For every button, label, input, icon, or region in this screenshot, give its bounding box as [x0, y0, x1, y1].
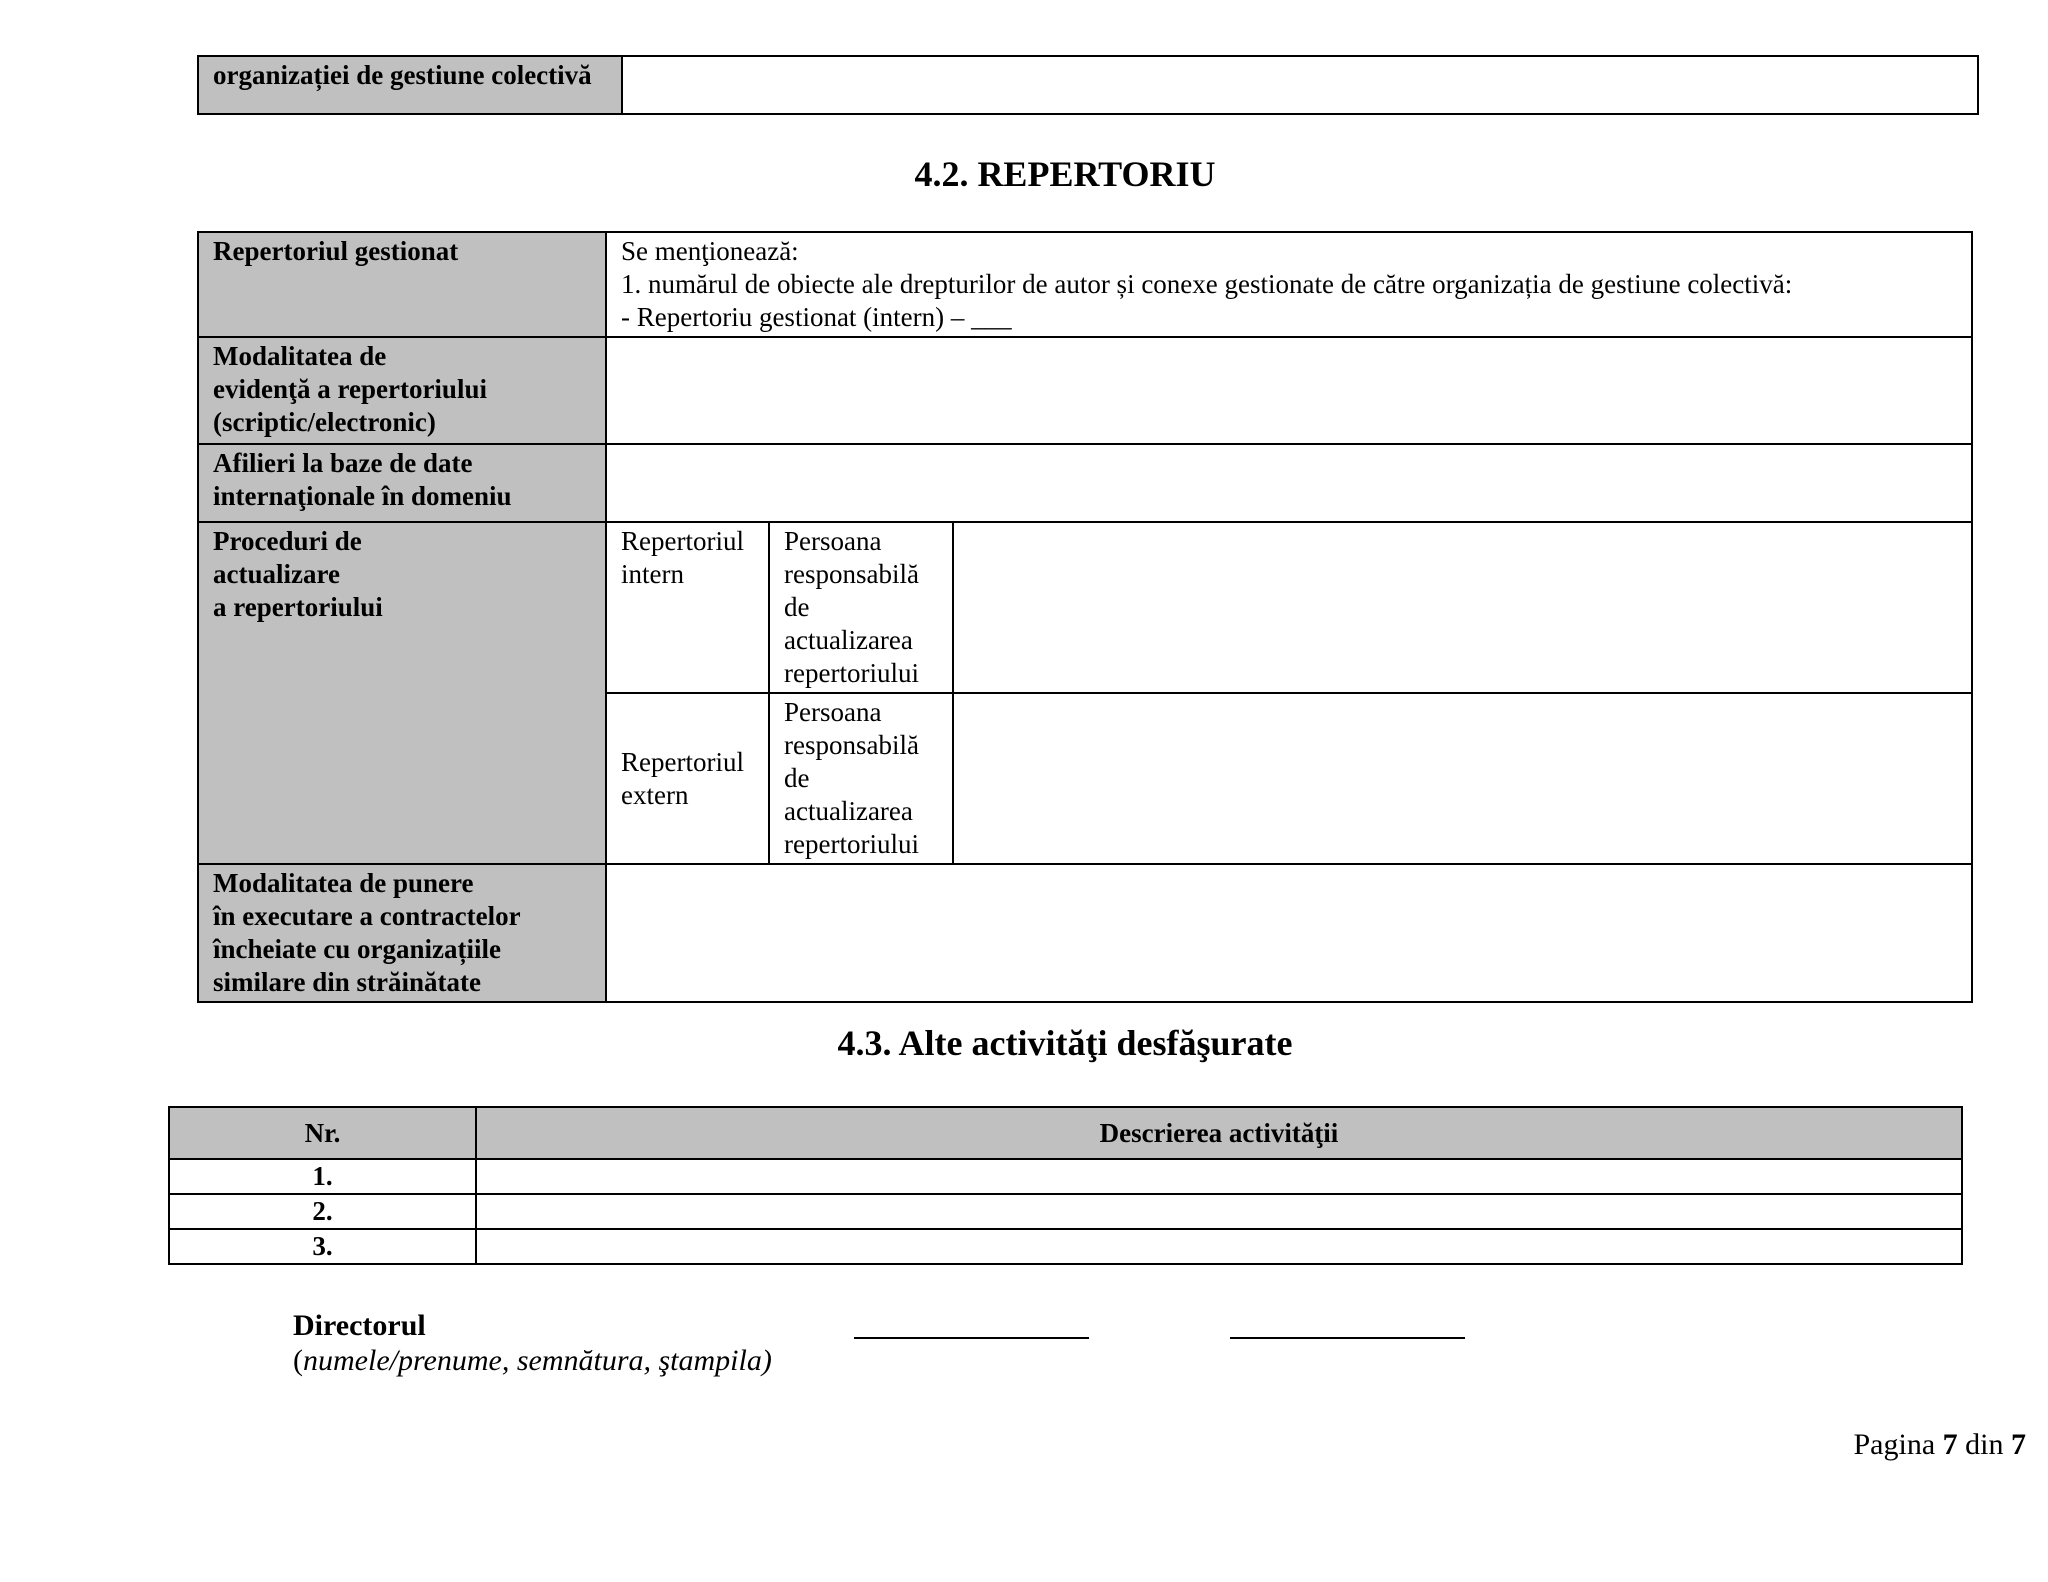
contracts-value-cell [606, 864, 1972, 1002]
affiliations-label: Afilieri la baze de date [213, 448, 473, 478]
row-number: 2. [169, 1194, 476, 1229]
contracts-label: similare din străinătate [213, 967, 481, 997]
org-label-cell [198, 56, 622, 114]
column-header-description: Descrierea activităţii [476, 1107, 1962, 1159]
external-responsible-label: actualizarea [784, 796, 913, 826]
column-header-nr: Nr. [169, 1107, 476, 1159]
contracts-label: Modalitatea de punere [213, 868, 474, 898]
row-description [476, 1159, 1962, 1194]
row-managed-repertoire [198, 232, 1972, 337]
signature-block [293, 1308, 772, 1378]
external-type-label: Repertoriul [621, 746, 744, 777]
record-method-label: (scriptic/electronic) [213, 407, 436, 437]
row-record-method [198, 337, 1972, 444]
internal-responsible-label: repertoriului [784, 658, 919, 688]
update-procedures-label: Proceduri de [213, 526, 362, 556]
managed-repertoire-label: Repertoriul gestionat [213, 236, 459, 266]
page-prefix: Pagina [1853, 1428, 1943, 1461]
row-number: 3. [169, 1229, 476, 1264]
section-heading-repertoire: 4.2. REPERTORIU [914, 154, 1216, 194]
internal-type-label: Repertoriul [621, 526, 744, 556]
external-responsible-label: repertoriului [784, 829, 919, 859]
row-contracts [198, 864, 1972, 1002]
affiliations-label-cell [198, 444, 606, 522]
signature-line [854, 1337, 1089, 1339]
external-responsible-label: responsabilă [784, 730, 919, 760]
update-procedures-label-cell [198, 522, 606, 864]
director-note-paren: ( [293, 1344, 303, 1377]
repertoire-table [197, 231, 1973, 1003]
table-row [169, 1229, 1962, 1264]
director-note [293, 1343, 772, 1378]
internal-responsible-value-cell [953, 522, 1972, 693]
record-method-value-cell [606, 337, 1972, 444]
row-description [476, 1229, 1962, 1264]
update-procedures-label: a repertoriului [213, 592, 383, 622]
internal-responsible-label: Persoana [784, 526, 882, 556]
row-affiliations [198, 444, 1972, 522]
contracts-label: încheiate cu organizațiile [213, 934, 501, 964]
row-number: 1. [169, 1159, 476, 1194]
director-note-text: numele/prenume, semnătura, ştampila) [303, 1344, 772, 1377]
section-heading-other-activities: 4.3. Alte activităţi desfăşurate [837, 1023, 1293, 1063]
external-responsible-cell [769, 693, 953, 864]
external-responsible-label: Persoana [784, 697, 882, 727]
row-description [476, 1194, 1962, 1229]
external-type-cell [606, 693, 769, 864]
page-middle: din [1957, 1428, 2011, 1461]
page-number [1854, 1427, 2027, 1463]
record-method-label: Modalitatea de [213, 341, 387, 371]
activities-header-row [169, 1107, 1962, 1159]
internal-responsible-label: responsabilă [784, 559, 919, 589]
internal-type-cell [606, 522, 769, 693]
external-responsible-label: de [784, 763, 810, 793]
internal-type-label: intern [621, 559, 684, 589]
row-update-internal [198, 522, 1972, 693]
contracts-label-cell [198, 864, 606, 1002]
total-pages: 7 [2011, 1428, 2026, 1461]
managed-note-line: Se menţionează: [621, 236, 799, 266]
internal-responsible-label: actualizarea [784, 625, 913, 655]
managed-repertoire-value-cell [606, 232, 1972, 337]
director-title: Directorul [293, 1309, 426, 1342]
external-responsible-value-cell [953, 693, 1972, 864]
org-value-cell [622, 56, 1978, 114]
internal-responsible-cell [769, 522, 953, 693]
table-row [169, 1194, 1962, 1229]
internal-responsible-label: de [784, 592, 810, 622]
managed-note-line: - Repertoriu gestionat (intern) – ___ [621, 302, 1012, 332]
external-type-label: extern [621, 779, 689, 810]
managed-repertoire-label-cell [198, 232, 606, 337]
current-page: 7 [1942, 1428, 1958, 1461]
contracts-label: în executare a contractelor [213, 901, 521, 931]
org-table-fragment [197, 55, 1979, 115]
record-method-label-cell [198, 337, 606, 444]
table-row [169, 1159, 1962, 1194]
activities-table [168, 1106, 1963, 1265]
update-procedures-label: actualizare [213, 559, 340, 589]
stamp-line [1230, 1337, 1465, 1339]
affiliations-label: internaţionale în domeniu [213, 481, 512, 511]
record-method-label: evidenţă a repertoriului [213, 374, 487, 404]
affiliations-value-cell [606, 444, 1972, 522]
managed-note-line: 1. numărul de obiecte ale drepturilor de autor și conexe gestionate de către organizația de gestiune colectivă: [621, 269, 1793, 299]
org-label: organizației de gestiune colectivă [213, 60, 592, 90]
